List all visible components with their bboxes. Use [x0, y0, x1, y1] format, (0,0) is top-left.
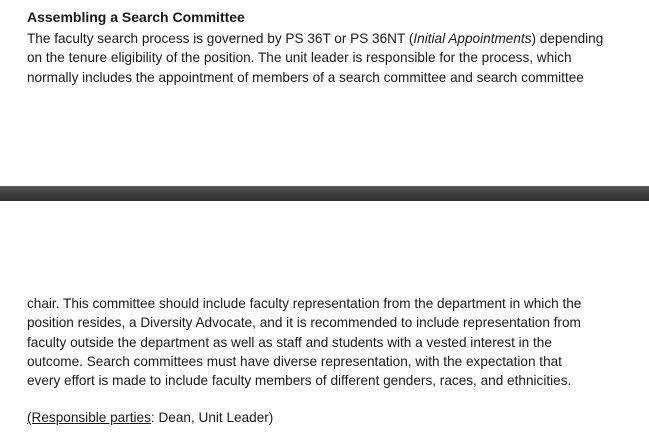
- paragraph-line: [27, 29, 627, 48]
- paragraph-line: faculty outside the department as well as staff and students with a vested interest in the: [27, 334, 552, 350]
- responsible-parties: [27, 408, 273, 427]
- paragraph-line: position resides, a Diversity Advocate, and it is recommended to include representation from: [27, 315, 581, 331]
- page-break-separator: [0, 186, 649, 201]
- responsible-parties-label: (Responsible parties: [27, 410, 151, 425]
- paragraph-line: on the tenure eligibility of the position. The unit leader is responsible for the process, which: [27, 50, 572, 66]
- responsible-parties-value: : Dean, Unit Leader): [150, 410, 274, 425]
- paragraph-line: normally includes the appointment of members of a search committee and search committee: [27, 69, 584, 85]
- policy-title-italic: Initial Appointments: [413, 31, 532, 46]
- section-title: Assembling a Search Committee: [27, 9, 245, 25]
- paragraph-line: outcome. Search committees must have diverse representation, with the expectation that: [27, 353, 562, 369]
- text-run: The faculty search process is governed by PS 36T or PS 36NT (: [27, 31, 414, 46]
- text-run: ) depending: [531, 31, 604, 46]
- paragraph-line: every effort is made to include faculty members of different genders, races, and ethnicities.: [27, 373, 572, 389]
- paragraph-line: chair. This committee should include faculty representation from the department in which the: [27, 296, 582, 311]
- paragraph-page2: [27, 294, 627, 390]
- page-top: [0, 0, 649, 186]
- paragraph-page1: [27, 29, 627, 87]
